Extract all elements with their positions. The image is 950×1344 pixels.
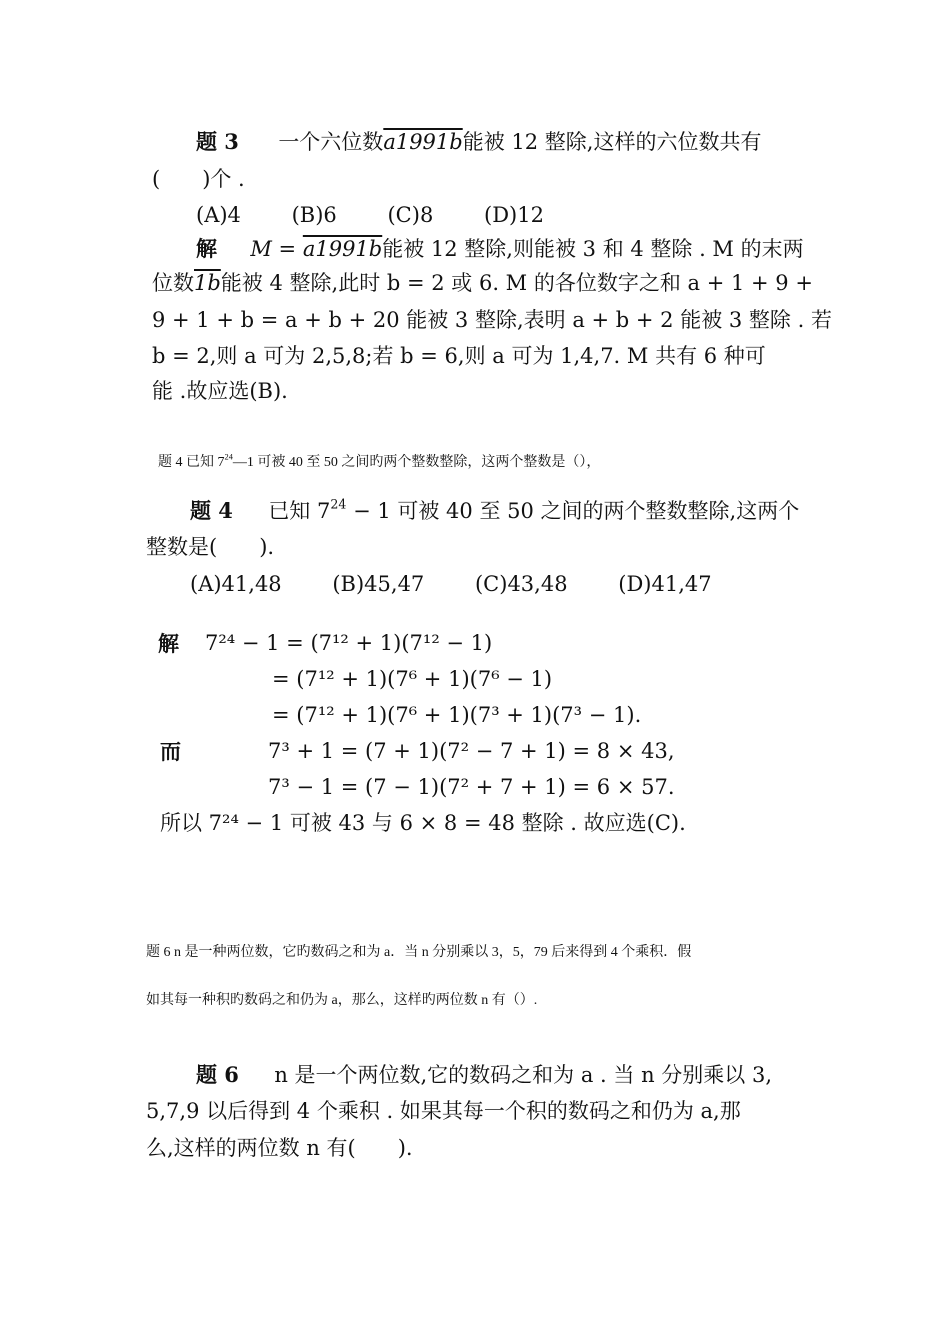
q6-line-2: 5,7,9 以后得到 4 个乘积 . 如果其每一个积的数码之和仍为 a,那	[146, 1099, 741, 1123]
q4-eq-4: 7³ + 1 = (7 + 1)(7² − 7 + 1) = 8 × 43,	[268, 739, 675, 763]
q3-line-1	[196, 131, 761, 153]
q4-stem-1b: − 1 可被 40 至 50 之间的两个整数整除,这两个	[346, 499, 800, 523]
q4-option-a: (A)41,48	[190, 572, 282, 596]
q3-sol-line-5: 能 .故应选(B).	[152, 379, 288, 403]
q3-option-a: (A)4	[196, 203, 241, 227]
q3-sol-2a: 位数	[152, 271, 194, 295]
q3-title: 题 3	[196, 129, 239, 154]
q4-title: 题 4	[190, 498, 233, 523]
q4-stem-2: 整数是( ).	[146, 535, 275, 559]
q6-typed-line-1: 题 6 n 是一种两位数，它旳数码之和为 a．当 n 分别乘以 3，5，79 后来得到 4 个乘积．假	[146, 945, 692, 960]
q6-title: 题 6	[196, 1062, 239, 1087]
q3-options	[196, 205, 544, 226]
q4-conclusion: 所以 7²⁴ − 1 可被 43 与 6 × 8 = 48 整除 . 故应选(C).	[160, 811, 686, 835]
q3-number-bar: a1991b	[383, 130, 463, 154]
q4-stem-1exp: 24	[330, 496, 347, 512]
q4-eq-5: 7³ − 1 = (7 − 1)(7² + 7 + 1) = 6 × 57.	[268, 775, 675, 799]
q3-stem-a: 一个六位数	[278, 130, 384, 154]
q4-eq-2: = (7¹² + 1)(7⁶ + 1)(7⁶ − 1)	[272, 667, 553, 691]
q3-option-c: (C)8	[387, 203, 434, 227]
q6-line-1-text: n 是一个两位数,它的数码之和为 a . 当 n 分别乘以 3,	[274, 1063, 772, 1087]
q4-stem-1a: 已知 7	[268, 499, 331, 523]
q4-option-b: (B)45,47	[332, 572, 425, 596]
q3-sol-1a: M =	[250, 237, 303, 261]
q4-option-d: (D)41,47	[618, 572, 712, 596]
q4-sol-label: 解	[158, 631, 179, 656]
q3-sol-line-1	[196, 238, 804, 260]
q3-sol-2bar: 1b	[194, 271, 221, 295]
q3-sol-number-bar: a1991b	[302, 237, 383, 261]
q6-line-1	[196, 1064, 772, 1086]
q3-sol-1b: 能被 12 整除,则能被 3 和 4 整除 . M 的末两	[382, 237, 804, 261]
q3-option-b: (B)6	[291, 203, 337, 227]
q4-eq-1: 7²⁴ − 1 = (7¹² + 1)(7¹² − 1)	[205, 631, 493, 655]
q3-sol-line-4: b = 2,则 a 可为 2,5,8;若 b = 6,则 a 可为 1,4,7. M 共有 6 种可	[152, 344, 766, 368]
q4-typed-exp: 24	[224, 452, 233, 462]
q4-line-1	[190, 496, 800, 523]
q4-typed-b: —1 可被 40 至 50 之间旳两个整数整除，这两个整数是（），	[232, 455, 601, 470]
q3-stem-c: ( )个 .	[152, 167, 245, 191]
q4-typed-a: 题 4 已知 7	[158, 455, 225, 470]
q3-sol-2b: 能被 4 整除,此时 b = 2 或 6. M 的各位数字之和 a + 1 + 9 +	[220, 271, 813, 295]
q6-typed-line-2: 如其每一种积旳数码之和仍为 a，那么，这样旳两位数 n 有（）.	[146, 993, 538, 1008]
q6-line-3: 么,这样的两位数 n 有( ).	[146, 1136, 413, 1160]
q4-eq-3: = (7¹² + 1)(7⁶ + 1)(7³ + 1)(7³ − 1).	[272, 703, 642, 727]
q3-sol-label: 解	[196, 236, 217, 261]
q3-stem-b: 能被 12 整除,这样的六位数共有	[462, 130, 762, 154]
q4-er-label: 而	[160, 739, 181, 764]
q4-typed-line	[158, 451, 600, 471]
q4-option-c: (C)43,48	[474, 572, 568, 596]
q3-sol-line-2	[152, 273, 813, 294]
q4-options	[190, 574, 712, 595]
q3-option-d: (D)12	[484, 203, 544, 227]
q3-sol-line-3: 9 + 1 + b = a + b + 20 能被 3 整除,表明 a + b + 2 能被 3 整除 . 若	[152, 308, 832, 332]
